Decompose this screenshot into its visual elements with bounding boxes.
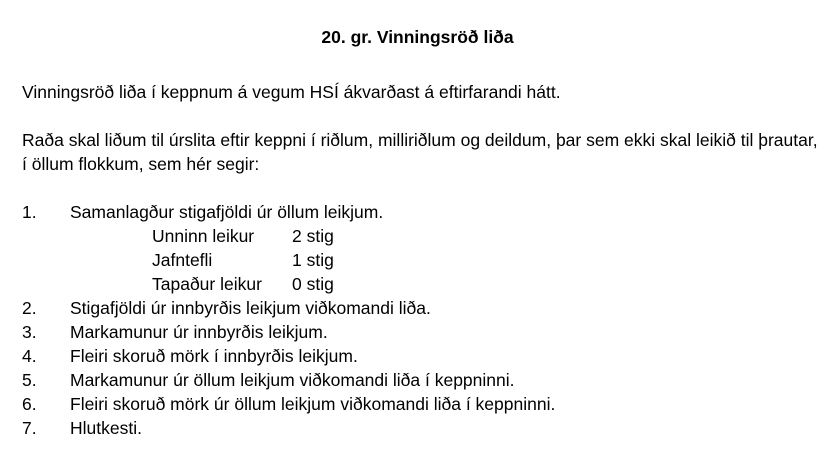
list-item-number: 5. bbox=[22, 370, 37, 390]
list-item bbox=[22, 200, 822, 296]
list-item-text: Markamunur úr innbyrðis leikjum. bbox=[70, 322, 328, 342]
list-item-text: Fleiri skoruð mörk í innbyrðis leikjum. bbox=[70, 346, 358, 366]
list-item-text: Samanlagður stigafjöldi úr öllum leikjum. bbox=[70, 202, 384, 222]
ranking-paragraph: Raða skal liðum til úrslita eftir keppni í riðlum, milliriðlum og deildum, þar sem ekki skal leikið til þrautar, í öllum flokkum, sem hér segir: bbox=[22, 130, 818, 174]
points-result: Tapaður leikur bbox=[152, 274, 262, 294]
table-row bbox=[152, 224, 334, 248]
list-item bbox=[22, 296, 822, 320]
list-item-number: 1. bbox=[22, 202, 37, 222]
list-item-number: 2. bbox=[22, 298, 37, 318]
list-item-number: 4. bbox=[22, 346, 37, 366]
list-item-number: 7. bbox=[22, 418, 37, 438]
list-item-text: Fleiri skoruð mörk úr öllum leikjum viðkomandi liða í keppninni. bbox=[70, 394, 556, 414]
points-value: 1 stig bbox=[292, 250, 334, 270]
intro-paragraph: Vinningsröð liða í keppnum á vegum HSÍ ákvarðast á eftirfarandi hátt. bbox=[22, 82, 561, 102]
section-title: 20. gr. Vinningsröð liða bbox=[321, 27, 514, 47]
list-item-text: Stigafjöldi úr innbyrðis leikjum viðkomandi liða. bbox=[70, 298, 431, 318]
points-value: 0 stig bbox=[292, 274, 334, 294]
list-item bbox=[22, 392, 822, 416]
points-result: Jafntefli bbox=[152, 250, 213, 270]
table-row bbox=[152, 248, 334, 272]
list-item-text: Hlutkesti. bbox=[70, 418, 142, 438]
table-row bbox=[152, 272, 334, 296]
points-result: Unninn leikur bbox=[152, 226, 255, 246]
points-table bbox=[152, 224, 334, 296]
list-item bbox=[22, 416, 822, 440]
list-item-number: 3. bbox=[22, 322, 37, 342]
list-item bbox=[22, 368, 822, 392]
points-value: 2 stig bbox=[292, 226, 334, 246]
list-item-text: Markamunur úr öllum leikjum viðkomandi liða í keppninni. bbox=[70, 370, 515, 390]
list-item bbox=[22, 320, 822, 344]
ranking-criteria-list bbox=[22, 200, 822, 440]
list-item-number: 6. bbox=[22, 394, 37, 414]
list-item bbox=[22, 344, 822, 368]
